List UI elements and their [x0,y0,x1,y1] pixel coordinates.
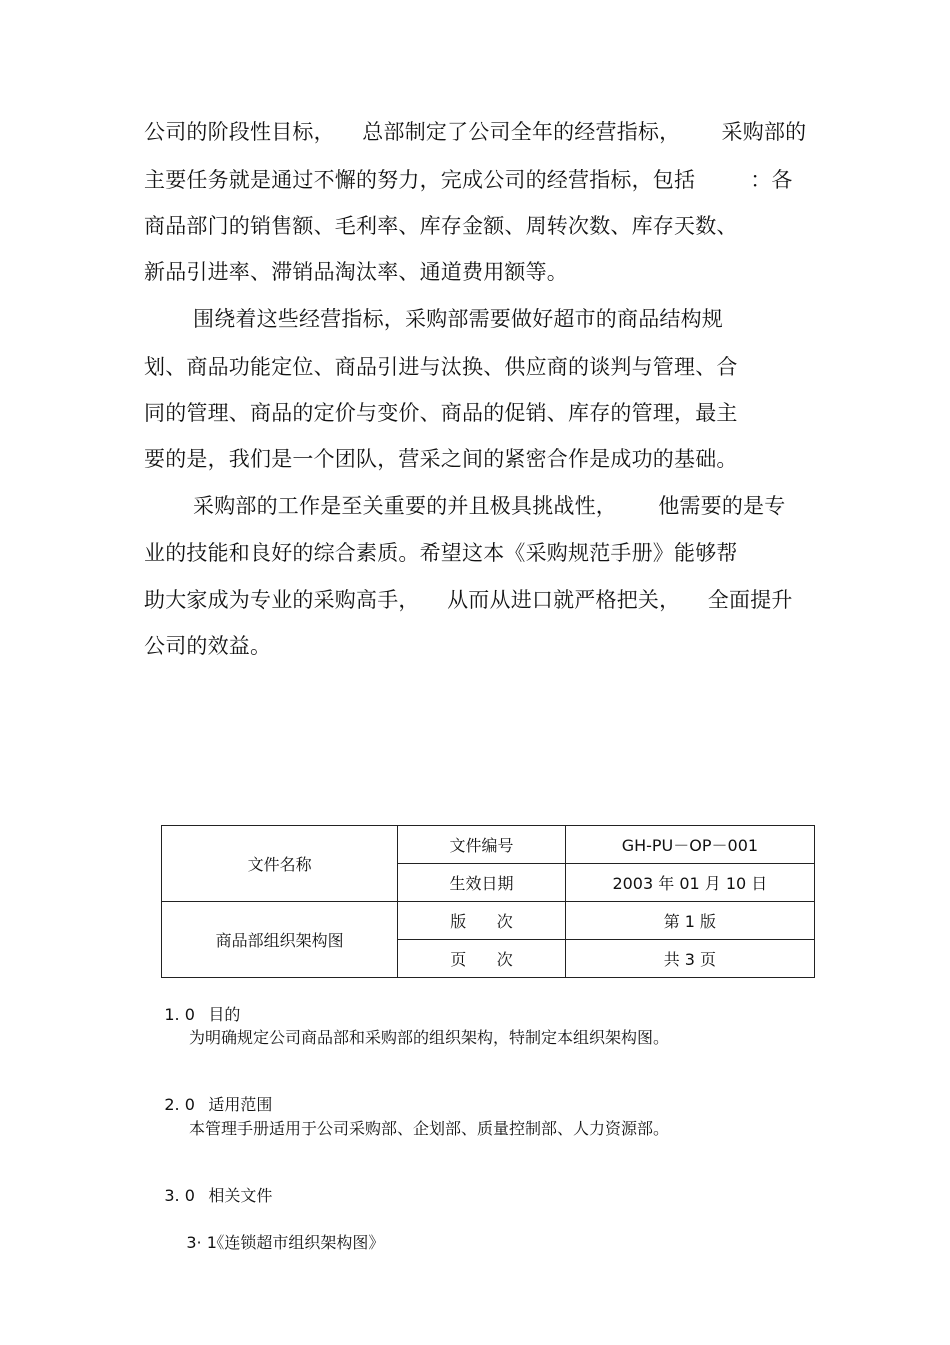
intro-para2-line4: 要的是，我们是一个团队，营采之间的紧密合作是成功的基础。 [144,447,738,471]
section-title: 目的 [208,1005,241,1024]
version-value: 第 1 版 [565,902,814,940]
intro-para2-line2: 划、商品功能定位、商品引进与汰换、供应商的谈判与管理、合 [144,355,738,379]
intro-para3-line3: 助大家成为专业的采购高手， 从而从进口就严格把关， 全面提升 [144,588,793,612]
page-label: 页 次 [398,940,566,978]
intro-para1-line4: 新品引进率、滞销品淘汰率、通道费用额等。 [144,260,568,284]
section-body-scope: 本管理手册适用于公司采购部、企划部、质量控制部、人力资源部。 [189,1119,670,1138]
intro-para2-line3: 同的管理、商品的定价与变价、商品的促销、库存的管理，最主 [144,401,738,425]
related-doc-title: 《连锁超市组织架构图》 [208,1233,385,1252]
section-number: 2. 0 [164,1095,195,1114]
intro-para3-line2: 业的技能和良好的综合素质。希望这本《采购规范手册》能够帮 [144,541,738,565]
intro-para3-line1: 采购部的工作是至关重要的并且极具挑战性， 他需要的是专 [193,494,786,518]
related-doc-item [166,1210,384,1276]
intro-para1-line3: 商品部门的销售额、毛利率、库存金额、周转次数、库存天数、 [144,214,738,238]
effective-date-label: 生效日期 [398,864,566,902]
doc-no-value: GH-PU－OP－001 [565,826,814,864]
effective-date-value: 2003 年 01 月 10 日 [565,864,814,902]
file-name-label: 文件名称 [162,826,398,902]
section-number: 1. 0 [164,1005,195,1024]
file-name-value: 商品部组织架构图 [162,902,398,978]
doc-no-label: 文件编号 [398,826,566,864]
section-number: 3. 0 [164,1186,195,1205]
intro-para1-line1: 公司的阶段性目标， 总部制定了公司全年的经营指标， 采购部的 [144,120,807,144]
related-doc-number: 3· 1 [186,1233,217,1252]
section-body-purpose: 为明确规定公司商品部和采购部的组织架构，特制定本组织架构图。 [189,1028,670,1047]
version-label: 版 次 [398,902,566,940]
document-control-table [161,825,815,978]
intro-para2-line1: 围绕着这些经营指标，采购部需要做好超市的商品结构规 [193,307,723,331]
page-value: 共 3 页 [565,940,814,978]
section-title: 适用范围 [208,1095,273,1114]
section-title: 相关文件 [208,1186,273,1205]
intro-para3-line4: 公司的效益。 [144,634,272,658]
intro-para1-line2: 主要任务就是通过不懈的努力，完成公司的经营指标，包括 ：各 [144,168,793,192]
